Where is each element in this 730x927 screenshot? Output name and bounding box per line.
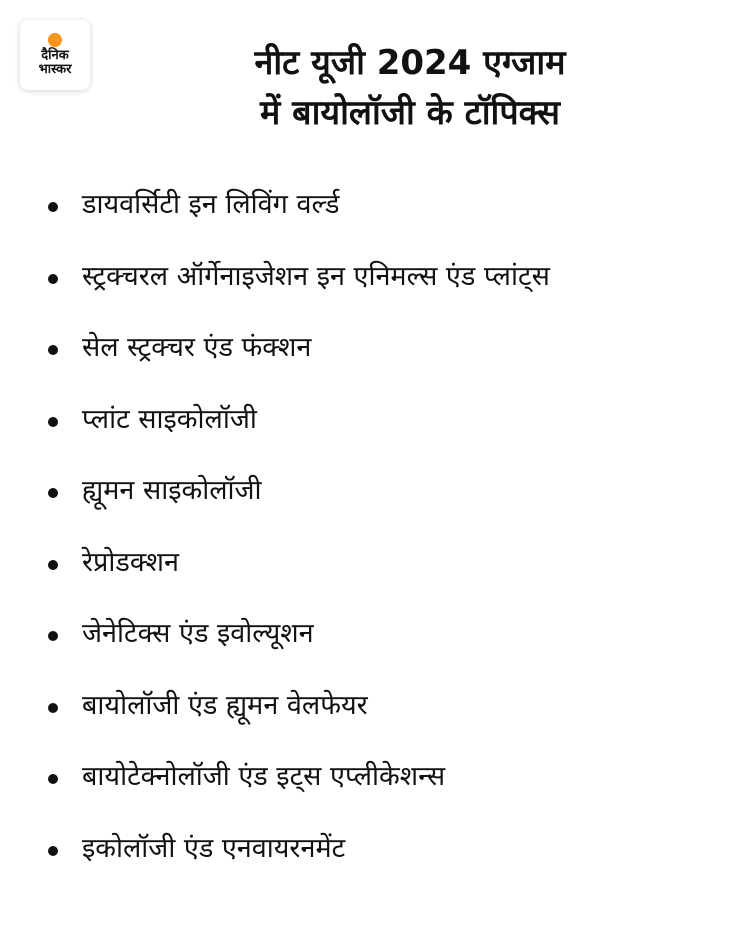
- list-item: [48, 180, 718, 252]
- topic-list: [48, 180, 718, 895]
- bullet-icon: [48, 274, 58, 284]
- list-item: [48, 752, 718, 824]
- list-item: [48, 466, 718, 538]
- bullet-icon: [48, 774, 58, 784]
- topic-label: ह्यूमन साइकोलॉजी: [82, 475, 262, 506]
- list-item: [48, 824, 718, 896]
- list-item: [48, 252, 718, 324]
- bullet-icon: [48, 560, 58, 570]
- topic-label: इकोलॉजी एंड एनवायरनमेंट: [82, 832, 346, 864]
- topic-label: बायोटेक्नोलॉजी एंड इट्स एप्लीकेशन्स: [82, 761, 446, 792]
- list-item: [48, 681, 718, 753]
- bullet-icon: [48, 846, 58, 856]
- topic-label: बायोलॉजी एंड ह्यूमन वेलफेयर: [82, 689, 368, 721]
- topic-label: जेनेटिक्स एंड इवोल्यूशन: [82, 618, 314, 649]
- topic-label: रेप्रोडक्शन: [82, 546, 179, 578]
- topic-label: डायवर्सिटी इन लिविंग वर्ल्ड: [82, 189, 340, 220]
- topic-label: स्ट्रक्चरल ऑर्गेनाइजेशन इन एनिमल्स एंड प्लांट्स: [82, 260, 550, 292]
- logo-line-2: भास्कर: [38, 62, 72, 77]
- bullet-icon: [48, 417, 58, 427]
- bullet-icon: [48, 345, 58, 355]
- page-title: [110, 38, 710, 138]
- list-item: [48, 323, 718, 395]
- bullet-icon: [48, 631, 58, 641]
- list-item: [48, 609, 718, 681]
- logo-line-1: दैनिक: [41, 48, 69, 63]
- topic-label: प्लांट साइकोलॉजी: [82, 403, 257, 435]
- sun-icon: [48, 33, 62, 47]
- title-line-2: में बायोलॉजी के टॉपिक्स: [260, 93, 560, 133]
- bullet-icon: [48, 488, 58, 498]
- brand-logo: [20, 20, 90, 90]
- bullet-icon: [48, 202, 58, 212]
- topic-label: सेल स्ट्रक्चर एंड फंक्शन: [82, 332, 312, 363]
- list-item: [48, 538, 718, 610]
- list-item: [48, 395, 718, 467]
- title-line-1: नीट यूजी 2024 एग्जाम: [254, 43, 566, 83]
- bullet-icon: [48, 703, 58, 713]
